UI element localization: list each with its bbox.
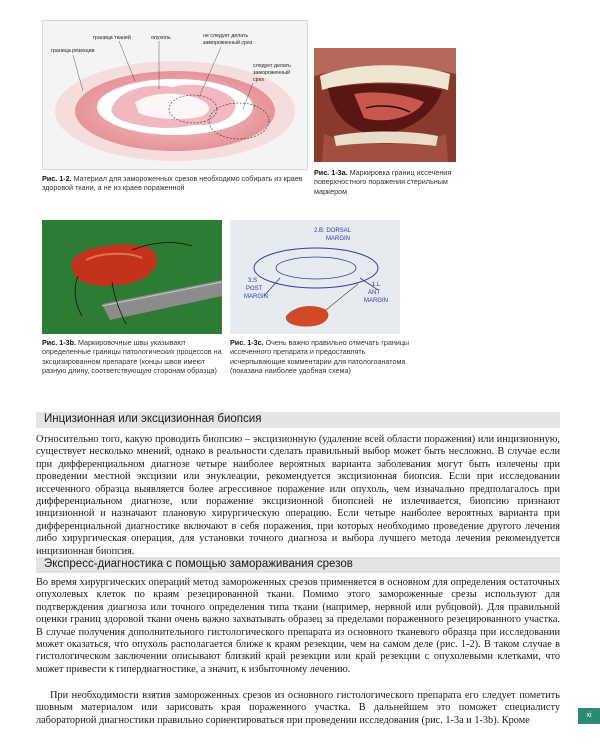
caption-number: Рис. 1-3c.: [230, 338, 264, 347]
annotation-right: 1.L: [372, 282, 381, 288]
figure-1-3b-photo: [42, 220, 222, 334]
marked-specimen-scheme: [230, 220, 400, 334]
section-title: Экспресс-диагностика с помощью замораживания срезов: [44, 558, 353, 570]
frozen-paragraph-1: Во время хирургических операций метод замороженных срезов применяется в основном для определения остаточных опухолевых клеток по краям резецированной ткани. Помимо этого замороженные срезы используют для подтверждения диагноза или точного определения типа ткани (например, нервной или рубцовой). Для правильной оценки границ здоровой ткани очень важно захватывать образец за пределами пораженного резецированного участка. В случае получения дополнительного гистологического препарата из основного тканевого образца при исследовании может оказаться, что опухоль располагается ближе к краям резекции, чем на самом деле (рис. 1-2). В таком случае в гистологическом заключении описывают близкий край резекции или край резекции с опухолевыми клетками, что может привести к гипердиагностике, а значит, к избыточному лечению.: [36, 577, 560, 675]
frozen-paragraph-2: При необходимости взятия замороженных срезов из основного гистологического препарата его следует пометить шовным материалом или зарисовать края пораженного участка. В дальнейшем это поможет специалисту лабораторной диагностики правильно сориентироваться при проведении исследования (рис. 1-3a и 1-3b). Кроме: [36, 690, 560, 726]
label-no-frozen: не следует делать: [203, 33, 249, 39]
annotation-left-2: POST: [246, 286, 263, 292]
mouth-photo-placeholder: [314, 48, 456, 162]
annotation-left-3: MARGIN: [244, 294, 268, 300]
section-heading-frozen-sections: [36, 557, 560, 573]
label-tumor: опухоль: [151, 35, 171, 41]
frozen-section-diagram: [43, 21, 307, 169]
label-tissue-border: граница тканей: [93, 35, 131, 41]
label-do-frozen-2: замороженный: [253, 70, 290, 76]
caption-text: Маркировочные швы указывают определенные границы патологических процессов на эксцизированном препарате (концы швов имеют разную длину, соответствующую сторонам образца): [42, 338, 222, 376]
annotation-left: 3.S: [248, 278, 258, 284]
caption-text: Материал для замороженных срезов необходимо собирать из краев здоровой ткани, а не из краев пораженной: [42, 174, 303, 193]
annotation-right-2: ANT: [368, 290, 380, 296]
annotation-top: 2.B: DORSAL: [314, 228, 352, 234]
annotation-right-3: MARGIN: [364, 298, 388, 304]
figure-1-3a-caption: [314, 168, 462, 196]
label-do-frozen: следует делать: [253, 63, 291, 69]
caption-number: Рис. 1-3b.: [42, 338, 76, 347]
section-heading-biopsy: [36, 412, 560, 428]
specimen-sutures-photo: [42, 220, 222, 334]
label-do-frozen-3: срез: [253, 77, 264, 83]
page-number-tab: xi: [578, 708, 600, 724]
figure-1-3c-caption: [230, 338, 412, 376]
caption-text: Очень важно правильно отмечать границы иссеченного препарата и предоставлять исчерпывающие комментарии для патологоанатома (показана наиболее удобная схема): [230, 338, 410, 376]
figure-1-2-diagram: [42, 20, 308, 170]
biopsy-paragraph: Относительно того, какую проводить биопсию – эксцизионную (удаление всей области поражения) или инцизионную, существует несколько мнений, однако в реальности сделать правильный выбор может быть несложно. В случае если при дифференциальном диагнозе четыре наиболее вероятных варианта заболевания могут быть излечены при проведении местной эксцизии или энуклеации, рекомендуется эксцизионная биопсия. Если при исследовании иссеченного образца выявляется более агрессивное поражение или опухоль, чем изначально предполагалось при дифференциальном диагнозе, или поражение эксцизионной биопсией не излечивается, биопсию признают инцизионной и назначают плановую хирургическую операцию. Если четыре наиболее вероятных варианта при дифференциальной диагностике включают в себя поражения, при которых необходимо проведение другого лечения либо хирургическая операция, для установки точного диагноза и выбора лучшего метода лечения рекомендуется инцизионная биопсия.: [36, 434, 560, 557]
annotation-top-2: MARGIN: [326, 236, 350, 242]
figure-1-3a-photo: [314, 48, 456, 162]
caption-text: Маркировка границ иссечения поверхностного поражения стерильным маркером: [314, 168, 452, 196]
figure-1-2-caption: [42, 174, 306, 193]
figure-1-3c-photo: [230, 220, 400, 334]
label-resection-border: граница резекции: [51, 48, 95, 54]
section-title: Инцизионная или эксцизионная биопсия: [44, 413, 262, 425]
caption-number: Рис. 1-2.: [42, 174, 72, 183]
figure-1-3b-caption: [42, 338, 224, 376]
caption-number: Рис. 1-3a.: [314, 168, 348, 177]
label-no-frozen-2: замороженный срез: [203, 40, 253, 46]
